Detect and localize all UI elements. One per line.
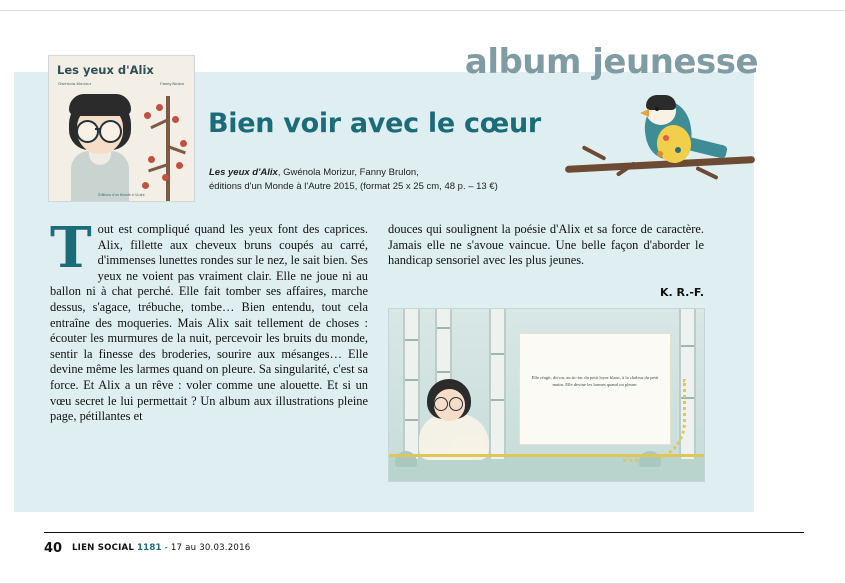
cover-author-left: Gwénola Morizur [58, 81, 92, 86]
book-cover-image [48, 55, 195, 202]
bird-illustration [545, 95, 760, 215]
footer-date: - 17 au 30.03.2016 [164, 543, 251, 553]
article-column-left [50, 215, 368, 425]
bird-flower-2 [675, 147, 681, 153]
cover-glasses-bridge [95, 128, 100, 130]
footer-issue-number: 1181 [137, 543, 162, 553]
illustration-rope [389, 454, 704, 457]
birch-trunk-1 [403, 309, 420, 459]
page-number: 40 [44, 541, 63, 556]
cover-girl-fringe [69, 94, 131, 116]
bird-twig-1 [582, 145, 607, 161]
article-column-right [388, 222, 704, 269]
drop-cap: T [50, 215, 92, 281]
article-body-right: douces qui soulignent la poésie d'Alix et sa force de caractère. Jamais elle ne s'avoue vaincue. Une belle façon d'aborder le handicap sensoriel avec les plus jeunes. [388, 222, 704, 268]
footer-magazine-name: LIEN SOCIAL [72, 543, 135, 553]
illustration-glasses-left [434, 397, 448, 411]
cover-tree-illustration [142, 96, 188, 201]
bird-twig-3 [695, 166, 718, 180]
interior-illustration [388, 308, 705, 482]
bird-eye [655, 107, 659, 111]
cover-author-right: Fanny Brulon [160, 81, 184, 86]
book-credits [209, 166, 539, 193]
article-body-left: out est compliqué quand les yeux font des caprices. Alix, fillette aux cheveux bruns coupés au carré, d'immenses lunettes rondes sur le nez, le sait bien. Ses yeux ne voient pas vraiment clair. Elle ne joue ni au ballon ni à chat perché. Elle fait tomber ses affaires, marche dessus, s'agace, trébuche, tombe… Bien entendu, tout cela entraîne des moqueries. Mais Alix sait tellement de choses : écouter les murmures de la nuit, percevoir les bruits du monde, sentir la finesse des broderies, sourire aux mésanges… Elle devine même les larmes quand on pleure. Sa singularité, c'est sa force. Et Alix a un rêve : voler comme une alouette. Et si un vœu secret le lui permettait ? Un album aux illustrations pleine page, pétillantes et [50, 222, 368, 424]
cover-glasses-right [99, 120, 122, 143]
footer-divider [44, 532, 804, 533]
credits-publisher-line: éditions d'un Monde à l'Autre 2015, (format 25 x 25 cm, 48 p. – 13 €) [209, 180, 498, 192]
credits-authors: , Gwénola Morizur, Fanny Brulon, [277, 167, 419, 178]
illustration-cat [451, 435, 485, 455]
cover-canvas [49, 56, 194, 201]
footer-info [72, 543, 250, 553]
bird-beak [640, 109, 649, 117]
birch-trunk-3 [489, 309, 506, 459]
author-signature: K. R.-F. [659, 286, 704, 299]
bird-flower-1 [663, 135, 669, 141]
credits-book-title: Les yeux d'Alix [209, 167, 278, 178]
cover-title: Les yeux d'Alix [57, 63, 154, 77]
bird-branch [565, 156, 755, 173]
cover-publisher: Éditions d'un Monde à l'Autre [98, 193, 145, 197]
section-heading: album jeunesse [464, 42, 758, 82]
top-divider [0, 10, 846, 11]
illustration-glasses-right [449, 397, 463, 411]
cover-glasses-left [76, 120, 99, 143]
article-title: Bien voir avec le cœur [208, 108, 541, 139]
illustration-caption: Elle réagit, dit-on, au tic-tac du petit loyer blanc, à la chaleur du petit matin. Elle devine les larmes quand on pleure. [531, 375, 659, 387]
bird-cap [646, 95, 676, 110]
bird-flower-3 [657, 151, 663, 157]
